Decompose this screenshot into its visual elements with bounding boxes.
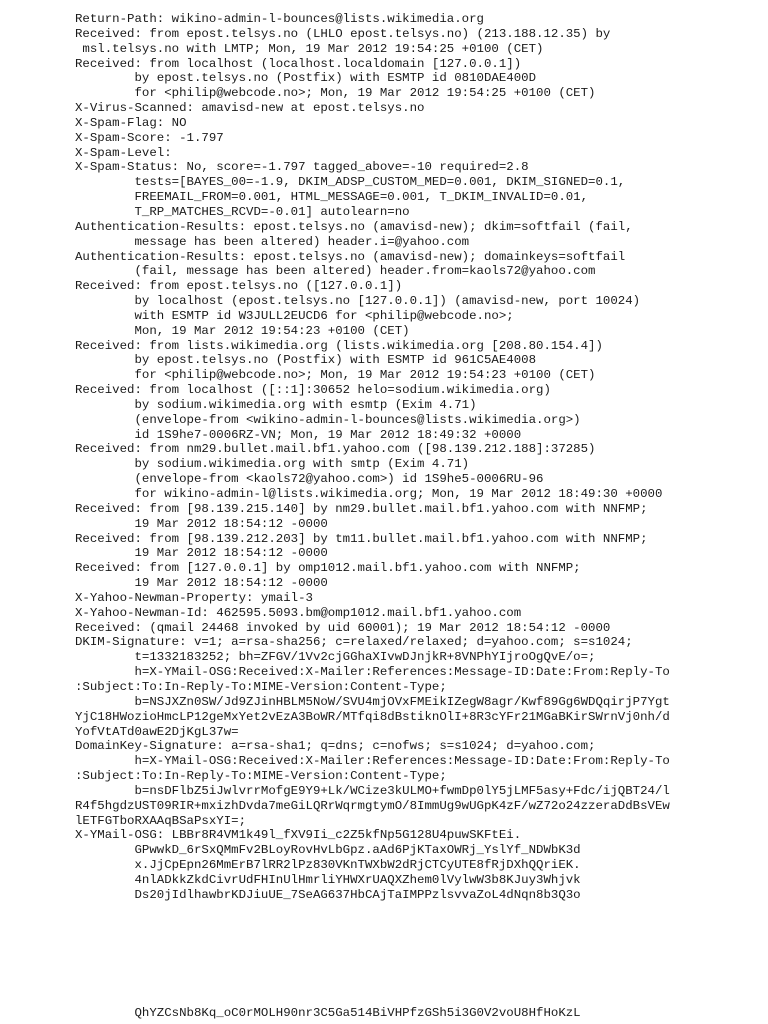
email-header-line: Received: from [98.139.215.140] by nm29.bullet.mail.bf1.yahoo.com with NNFMP; [75,501,648,516]
email-header-line: b=nsDFlbZ5iJwlvrrMofgE9Y9+Lk/WCize3kULMO+fwmDp0lY5jLMF5asy+Fdc/ijQBT24/l [75,783,670,798]
email-header-line: X-Spam-Flag: NO [75,115,187,130]
email-header-line: X-Spam-Level: [75,145,172,160]
email-header-line: Received: from epost.telsys.no (LHLO epost.telsys.no) (213.188.12.35) by [75,26,611,41]
email-header-line: (fail, message has been altered) header.from=kaols72@yahoo.com [75,264,596,279]
email-header-line: for <philip@webcode.no>; Mon, 19 Mar 2012 19:54:25 +0100 (CET) [75,86,596,101]
email-header-line: (envelope-from <wikino-admin-l-bounces@lists.wikimedia.org>) [75,412,581,427]
email-header-line: DKIM-Signature: v=1; a=rsa-sha256; c=relaxed/relaxed; d=yahoo.com; s=s1024; [75,635,633,650]
email-header-block [75,12,765,903]
email-header-line: :Subject:To:In-Reply-To:MIME-Version:Content-Type; [75,769,447,784]
email-header-line: X-Spam-Score: -1.797 [75,130,224,145]
email-header-line: Received: (qmail 24468 invoked by uid 60001); 19 Mar 2012 18:54:12 -0000 [75,620,611,635]
email-header-line: Received: from localhost (localhost.localdomain [127.0.0.1]) [75,56,522,71]
email-header-line: Received: from [127.0.0.1] by omp1012.mail.bf1.yahoo.com with NNFMP; [75,561,581,576]
email-header-line: R4f5hgdzUST09RIR+mxizhDvda7meGiLQRrWqrmgtymO/8ImmUg9wUGpK4zF/wZ72o24zzeraDdBsVEw [75,798,670,813]
email-header-line: (envelope-from <kaols72@yahoo.com>) id 1S9he5-0006RU-96 [75,472,544,487]
email-header-line: 19 Mar 2012 18:54:12 -0000 [75,546,328,561]
email-header-line: Received: from lists.wikimedia.org (lists.wikimedia.org [208.80.154.4]) [75,338,603,353]
email-header-line: h=X-YMail-OSG:Received:X-Mailer:References:Message-ID:Date:From:Reply-To [75,665,670,680]
email-header-line: by sodium.wikimedia.org with smtp (Exim 4.71) [75,457,470,472]
email-header-line: FREEMAIL_FROM=0.001, HTML_MESSAGE=0.001, T_DKIM_INVALID=0.01, [75,190,589,205]
email-header-line: 4nlADkkZkdCivrUdFHInUlHmrliYHWXrUAQXZhem0lVylwW3b8KJuy3Whjvk [75,872,581,887]
email-header-line: X-YMail-OSG: LBBr8R4VM1k49l_fXV9Ii_c2Z5kfNp5G128U4puwSKFtEi. [75,828,522,843]
email-header-line: YjC18HWozioHmcLP12geMxYet2vEzA3BoWR/MTfqi8dBstiknOlI+8R3cYFr21MGaBKirSWrnVj0nh/d [75,709,670,724]
email-header-line: t=1332183252; bh=ZFGV/1Vv2cjGGhaXIvwDJnjkR+8VNPhYIjroOgQvE/o=; [75,650,596,665]
email-header-line: Mon, 19 Mar 2012 19:54:23 +0100 (CET) [75,323,410,338]
email-header-line: by sodium.wikimedia.org with esmtp (Exim 4.71) [75,397,477,412]
email-header-line: :Subject:To:In-Reply-To:MIME-Version:Content-Type; [75,679,447,694]
email-header-line: GPwwkD_6rSxQMmFv2BLoyRovHvLbGpz.aAd6PjKTaxOWRj_YslYf_NDWbK3d [75,843,581,858]
email-header-line: X-Yahoo-Newman-Property: ymail-3 [75,590,313,605]
email-header-line: lETFGTboRXAAqBSaPsxYI=; [75,813,247,828]
email-header-line: id 1S9he7-0006RZ-VN; Mon, 19 Mar 2012 18:49:32 +0000 [75,427,522,442]
email-header-line: tests=[BAYES_00=-1.9, DKIM_ADSP_CUSTOM_MED=0.001, DKIM_SIGNED=0.1, [75,175,626,190]
email-header-line: T_RP_MATCHES_RCVD=-0.01] autolearn=no [75,204,410,219]
email-header-line: Received: from localhost ([::1]:30652 helo=sodium.wikimedia.org) [75,383,551,398]
email-header-line: Received: from nm29.bullet.mail.bf1.yahoo.com ([98.139.212.188]:37285) [75,442,596,457]
email-header-line: X-Yahoo-Newman-Id: 462595.5093.bm@omp1012.mail.bf1.yahoo.com [75,605,522,620]
email-header-line: by epost.telsys.no (Postfix) with ESMTP id 0810DAE400D [75,71,537,86]
email-header-line: by localhost (epost.telsys.no [127.0.0.1]) (amavisd-new, port 10024) [75,294,641,309]
email-header-line: by epost.telsys.no (Postfix) with ESMTP id 961C5AE4008 [75,353,537,368]
email-header-line: Authentication-Results: epost.telsys.no (amavisd-new); domainkeys=softfail [75,249,626,264]
email-header-line: Return-Path: wikino-admin-l-bounces@lists.wikimedia.org [75,12,484,26]
email-header-trailing-line: QhYZCsNb8Kq_oC0rMOLH90nr3C5Ga514BiVHPfzGSh5i3G0V2voU8HfHoKzL [75,1006,581,1020]
email-header-line: 19 Mar 2012 18:54:12 -0000 [75,576,328,591]
email-header-line: Ds20jIdlhawbrKDJiuUE_7SeAG637HbCAjTaIMPPzlsvvaZoL4dNqn8b3Q3o [75,887,581,902]
email-header-line: b=NSJXZn0SW/Jd9ZJinHBLM5NoW/SVU4mjOVxFMEikIZegW8agr/Kwf89Gg6WDQqirjP7Ygt [75,694,670,709]
email-header-line: DomainKey-Signature: a=rsa-sha1; q=dns; c=nofws; s=s1024; d=yahoo.com; [75,739,596,754]
email-header-line: 19 Mar 2012 18:54:12 -0000 [75,516,328,531]
email-header-line: msl.telsys.no with LMTP; Mon, 19 Mar 2012 19:54:25 +0100 (CET) [75,41,544,56]
email-header-line: Authentication-Results: epost.telsys.no (amavisd-new); dkim=softfail (fail, [75,219,633,234]
email-header-line: Received: from [98.139.212.203] by tm11.bullet.mail.bf1.yahoo.com with NNFMP; [75,531,648,546]
email-header-line: message has been altered) header.i=@yahoo.com [75,234,470,249]
email-header-line: YofVtATd0awE2DjKgL37w= [75,724,239,739]
email-header-line: h=X-YMail-OSG:Received:X-Mailer:References:Message-ID:Date:From:Reply-To [75,754,670,769]
email-header-line: X-Spam-Status: No, score=-1.797 tagged_above=-10 required=2.8 [75,160,529,175]
email-header-line: for <philip@webcode.no>; Mon, 19 Mar 2012 19:54:23 +0100 (CET) [75,368,596,383]
email-header-line: with ESMTP id W3JULL2EUCD6 for <philip@webcode.no>; [75,308,514,323]
email-header-line: Received: from epost.telsys.no ([127.0.0.1]) [75,279,403,294]
email-header-line: x.JjCpEpn26MmErB7lRR2lPz830VKnTWXbW2dRjCTCyUTE8fRjDXhQQriEK. [75,858,581,873]
email-header-line: for wikino-admin-l@lists.wikimedia.org; Mon, 19 Mar 2012 18:49:30 +0000 [75,487,663,501]
email-header-line: X-Virus-Scanned: amavisd-new at epost.telsys.no [75,101,425,116]
